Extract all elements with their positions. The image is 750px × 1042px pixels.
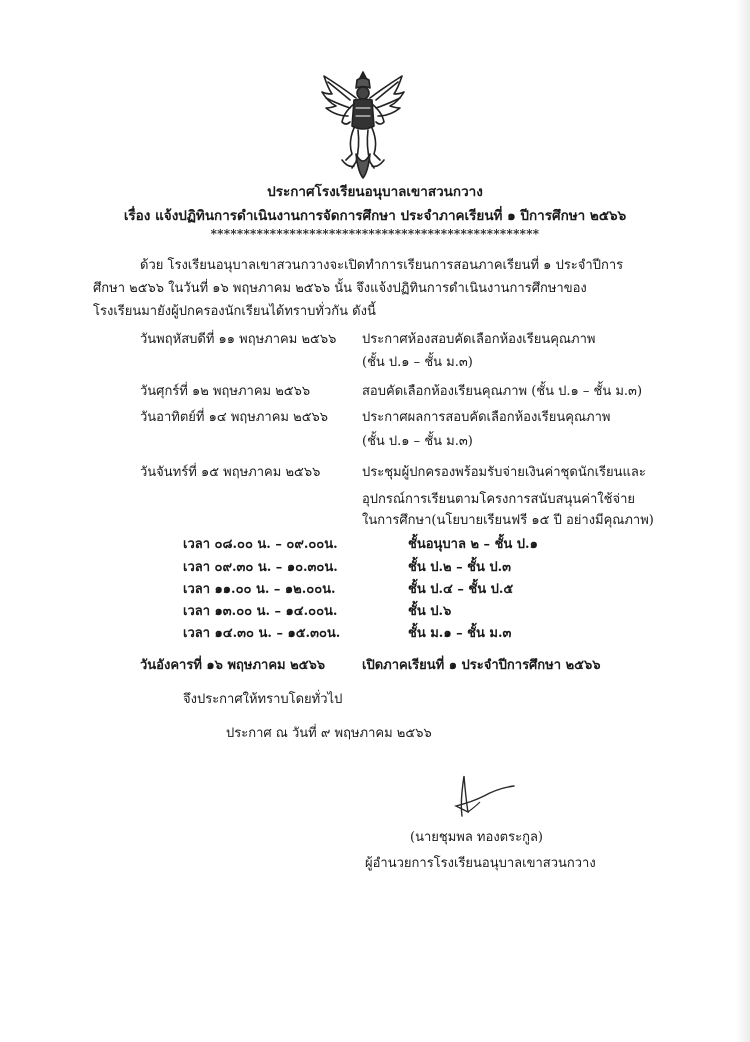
closing-statement: จึงประกาศให้ทราบโดยทั่วไป <box>183 692 343 707</box>
event-description: ประชุมผู้ปกครองพร้อมรับจ่ายเงินค่าชุดนักเรียนและ <box>362 465 646 480</box>
schedule-time: เวลา ๑๓.๐๐ น. – ๑๔.๐๐น. <box>183 604 338 619</box>
intro-paragraph: ด้วย โรงเรียนอนุบาลเขาสวนกวางจะเปิดทำการเรียนการสอนภาคเรียนที่ ๑ ประจำปีการศึกษา ๒๕๖๖ ในวันที่ ๑๖ พฤษภาคม ๒๕๖๖ นั้น จึงแจ้งปฏิทินการดำเนินงานการศึกษาของโรงเรียนมายังผู้ปกครองนักเรียนได้ทราบทั่วกัน ดังนี้ <box>93 258 624 319</box>
event-description: อุปกรณ์การเรียนตามโครงการสนับสนุนค่าใช้จ่าย <box>362 492 636 507</box>
schedule-grade: ชั้น ป.๖ <box>408 604 452 619</box>
opening-text: เปิดภาคเรียนที่ ๑ ประจำปีการศึกษา ๒๕๖๖ <box>362 658 601 673</box>
event-date: วันศุกร์ที่ ๑๒ พฤษภาคม ๒๕๖๖ <box>140 384 311 399</box>
schedule-time: เวลา ๑๔.๓๐ น. – ๑๕.๓๐น. <box>183 626 341 641</box>
event-date: วันอาทิตย์ที่ ๑๔ พฤษภาคม ๒๕๖๖ <box>140 410 329 425</box>
signer-position: ผู้อำนวยการโรงเรียนอนุบาลเขาสวนกวาง <box>365 856 596 871</box>
event-description: ประกาศผลการสอบคัดเลือกห้องเรียนคุณภาพ <box>362 410 611 425</box>
schedule-grade: ชั้น ป.๒ – ชั้น ป.๓ <box>408 560 512 575</box>
schedule-grade: ชั้นอนุบาล ๒ – ชั้น ป.๑ <box>408 537 538 552</box>
announcement-title: ประกาศโรงเรียนอนุบาลเขาสวนกวาง <box>267 184 483 200</box>
announcement-subject: เรื่อง แจ้งปฏิทินการดำเนินงานการจัดการศึกษา ประจำภาคเรียนที่ ๑ ปีการศึกษา ๒๕๖๖ <box>123 208 627 224</box>
event-description: ประกาศห้องสอบคัดเลือกห้องเรียนคุณภาพ <box>362 332 596 347</box>
opening-date: วันอังคารที่ ๑๖ พฤษภาคม ๒๕๖๖ <box>140 658 326 673</box>
event-description: (ชั้น ป.๑ – ชั้น ม.๓) <box>362 355 473 370</box>
garuda-emblem-icon <box>318 68 408 180</box>
schedule-grade: ชั้น ม.๑ – ชั้น ม.๓ <box>408 626 512 641</box>
page-edge-shadow <box>736 0 750 1042</box>
schedule-time: เวลา ๐๙.๓๐ น. – ๑๐.๓๐น. <box>183 560 338 575</box>
schedule-time: เวลา ๐๘.๐๐ น. – ๐๙.๐๐น. <box>183 537 338 552</box>
event-description: (ชั้น ป.๑ – ชั้น ม.๓) <box>362 434 473 449</box>
event-description: ในการศึกษา(นโยบายเรียนฟรี ๑๕ ปี อย่างมีคุณภาพ) <box>362 513 654 528</box>
schedule-time: เวลา ๑๑.๐๐ น. – ๑๒.๐๐น. <box>183 582 336 597</box>
event-date: วันพฤหัสบดีที่ ๑๑ พฤษภาคม ๒๕๖๖ <box>140 332 337 347</box>
event-date: วันจันทร์ที่ ๑๕ พฤษภาคม ๒๕๖๖ <box>140 465 321 480</box>
schedule-grade: ชั้น ป.๔ – ชั้น ป.๕ <box>408 582 514 597</box>
signature-icon <box>450 772 520 820</box>
announcement-date: ประกาศ ณ วันที่ ๙ พฤษภาคม ๒๕๖๖ <box>226 726 432 741</box>
signer-name: (นายชุมพล ทองตระกูล) <box>410 830 543 845</box>
event-description: สอบคัดเลือกห้องเรียนคุณภาพ (ชั้น ป.๑ – ชั้น ม.๓) <box>362 384 643 399</box>
separator-line: ************************************************** <box>210 227 540 241</box>
